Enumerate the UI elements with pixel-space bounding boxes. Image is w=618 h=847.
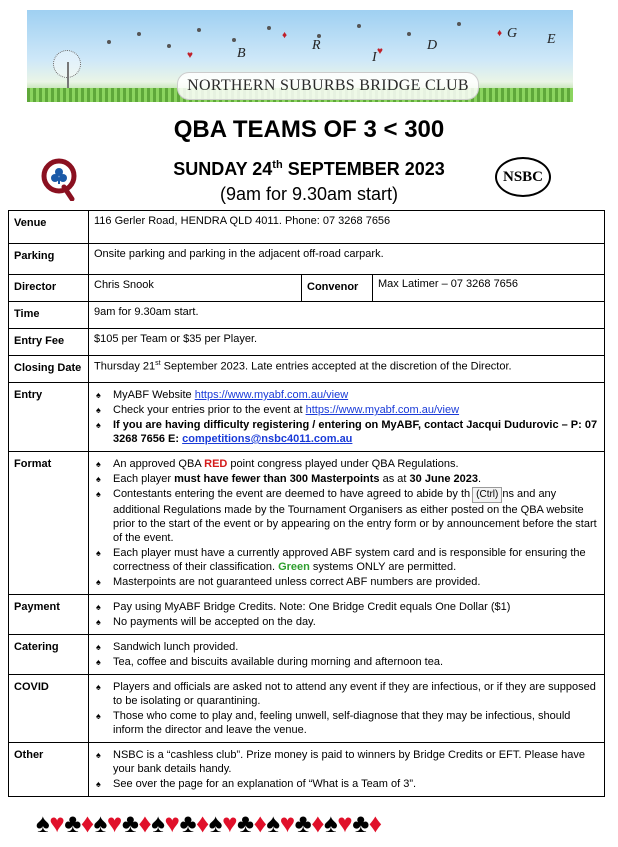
black-suit-icon: ♠ (266, 808, 280, 838)
banner-letter: D (427, 38, 438, 53)
black-suit-icon: ♠ (323, 808, 338, 838)
list-item: ♠ No payments will be accepted on the day. (94, 615, 599, 629)
entry-fee-value: $105 per Team or $35 per Player. (89, 329, 605, 356)
venue-label: Venue (9, 211, 89, 244)
black-suit-icon: ♠ (208, 808, 223, 838)
red-suit-icon: ♥ (106, 808, 122, 838)
banner-letter: I (372, 50, 377, 65)
black-suit-icon: ♠ (93, 808, 107, 838)
entry-fee-label: Entry Fee (9, 329, 89, 356)
other-value (89, 743, 605, 797)
list-item: ♠ Players and officials are asked not to attend any event if they are infectious, or if they are supposed to be isolating or quarantining. (94, 680, 599, 708)
table-row-covid (9, 675, 605, 743)
event-title: QBA TEAMS OF 3 < 300 (173, 116, 445, 143)
payment-value (89, 595, 605, 635)
list-item: ♠ Each player must have fewer than 300 Masterpoints as at 30 June 2023. (94, 472, 599, 486)
table-row-format (9, 452, 605, 595)
red-suit-icon: ♦ (368, 808, 382, 838)
club-name-banner: NORTHERN SUBURBS BRIDGE CLUB (177, 72, 479, 100)
black-suit-icon: ♣ (237, 808, 254, 838)
black-suit-icon: ♣ (121, 808, 139, 838)
time-label: Time (9, 302, 89, 329)
catering-value (89, 635, 605, 675)
banner-letter: B (237, 46, 246, 61)
table-row-closing-date (9, 356, 605, 383)
list-item: ♠ Each player must have a currently approved ABF system card and is responsible for ensuring the correctness of their classification. Green systems ONLY are permitted. (94, 546, 599, 574)
table-row-venue (9, 211, 605, 244)
list-item: ♠ Check your entries prior to the event at https://www.myabf.com.au/view (94, 403, 599, 417)
payment-label: Payment (9, 595, 89, 635)
closing-date-value: Thursday 21st September 2023. Late entries accepted at the discretion of the Director. (89, 356, 605, 383)
convenor-value: Max Latimer – 07 3268 7656 (373, 275, 605, 302)
black-suit-icon: ♣ (352, 808, 369, 838)
table-row-parking (9, 244, 605, 275)
list-item: ♠ See over the page for an explanation of “What is a Team of 3”. (94, 777, 599, 791)
banner-letter: R (312, 38, 321, 53)
table-row-catering (9, 635, 605, 675)
time-value: 9am for 9.30am start. (89, 302, 605, 329)
black-suit-icon: ♠ (151, 808, 165, 838)
list-item: ♠ Tea, coffee and biscuits available during morning and afternoon tea. (94, 655, 599, 669)
parking-label: Parking (9, 244, 89, 275)
covid-label: COVID (9, 675, 89, 743)
header-banner: ♥ ♦ ♥ ♦ B R I D G E NORTHERN SUBURBS BRIDGE CLUB (27, 10, 573, 102)
covid-value (89, 675, 605, 743)
table-row-other (9, 743, 605, 797)
red-suit-icon: ♦ (253, 808, 267, 838)
red-suit-icon: ♦ (80, 808, 94, 838)
table-row-payment (9, 595, 605, 635)
card-suits-footer (36, 808, 581, 839)
parking-value: Onsite parking and parking in the adjacent off-road carpark. (89, 244, 605, 275)
red-suit-icon: ♥ (164, 808, 180, 838)
table-row-director (9, 275, 605, 302)
list-item: ♠ Pay using MyABF Bridge Credits. Note: One Bridge Credit equals One Dollar ($1) (94, 600, 599, 614)
myabf-link[interactable]: https://www.myabf.com.au/view (194, 389, 349, 401)
list-item: ♠ MyABF Website https://www.myabf.com.au/view (94, 388, 599, 402)
list-item: ♠ An approved QBA RED point congress played under QBA Regulations. (94, 457, 599, 471)
event-start-time: (9am for 9.30am start) (219, 184, 399, 204)
banner-letter: G (507, 26, 518, 41)
red-suit-icon: ♥ (279, 808, 295, 838)
black-suit-icon: ♣ (64, 808, 81, 838)
entry-value (89, 383, 605, 452)
red-suit-icon: ♦ (311, 808, 324, 838)
venue-value: 116 Gerler Road, HENDRA QLD 4011. Phone: 07 3268 7656 (89, 211, 605, 244)
other-label: Other (9, 743, 89, 797)
table-row-entry (9, 383, 605, 452)
closing-date-label: Closing Date (9, 356, 89, 383)
red-suit-icon: ♦ (196, 808, 209, 838)
director-label: Director (9, 275, 89, 302)
red-suit-icon: ♥ (49, 808, 65, 838)
nsbc-logo: NSBC (495, 157, 551, 197)
black-suit-icon: ♠ (36, 808, 50, 838)
paste-options-button[interactable]: (Ctrl) (472, 487, 502, 503)
banner-letter: E (547, 32, 556, 47)
black-suit-icon: ♣ (179, 808, 196, 838)
red-suit-icon: ♥ (337, 808, 353, 838)
list-item: ♠ If you are having difficulty registering / entering on MyABF, contact Jacqui Dudurovic – P: 07 3268 7656 E: competitions@nsbc4011.com.au (94, 418, 599, 446)
table-row-time (9, 302, 605, 329)
black-suit-icon: ♣ (294, 808, 312, 838)
event-info-table (8, 210, 605, 797)
list-item: ♠ Contestants entering the event are deemed to have agreed to abide by th (Ctrl) ns and any additional Regulations made by the Tournament Organisers as either posted on the QBA website prior to the start of the event or by appearing on the entry form or by announcement before the start of the event. (94, 487, 599, 545)
list-item: ♠ NSBC is a “cashless club”. Prize money is paid to winners by Bridge Credits or EFT. Please have your bank details handy. (94, 748, 599, 776)
myabf-check-link[interactable]: https://www.myabf.com.au/view (305, 404, 460, 416)
list-item: ♠ Sandwich lunch provided. (94, 640, 599, 654)
email-link[interactable]: competitions@nsbc4011.com.au (182, 433, 353, 445)
catering-label: Catering (9, 635, 89, 675)
event-date: SUNDAY 24th SEPTEMBER 2023 (173, 159, 445, 179)
format-label: Format (9, 452, 89, 595)
entry-label: Entry (9, 383, 89, 452)
director-value: Chris Snook (89, 275, 302, 302)
list-item: ♠ Masterpoints are not guaranteed unless correct ABF numbers are provided. (94, 575, 599, 589)
red-suit-icon: ♦ (138, 808, 152, 838)
table-row-entry-fee (9, 329, 605, 356)
list-item: ♠ Those who come to play and, feeling unwell, self-diagnose that they may be infectious, should inform the director and leave the venue. (94, 709, 599, 737)
red-suit-icon: ♥ (222, 808, 238, 838)
convenor-label: Convenor (302, 275, 373, 302)
format-value (89, 452, 605, 595)
